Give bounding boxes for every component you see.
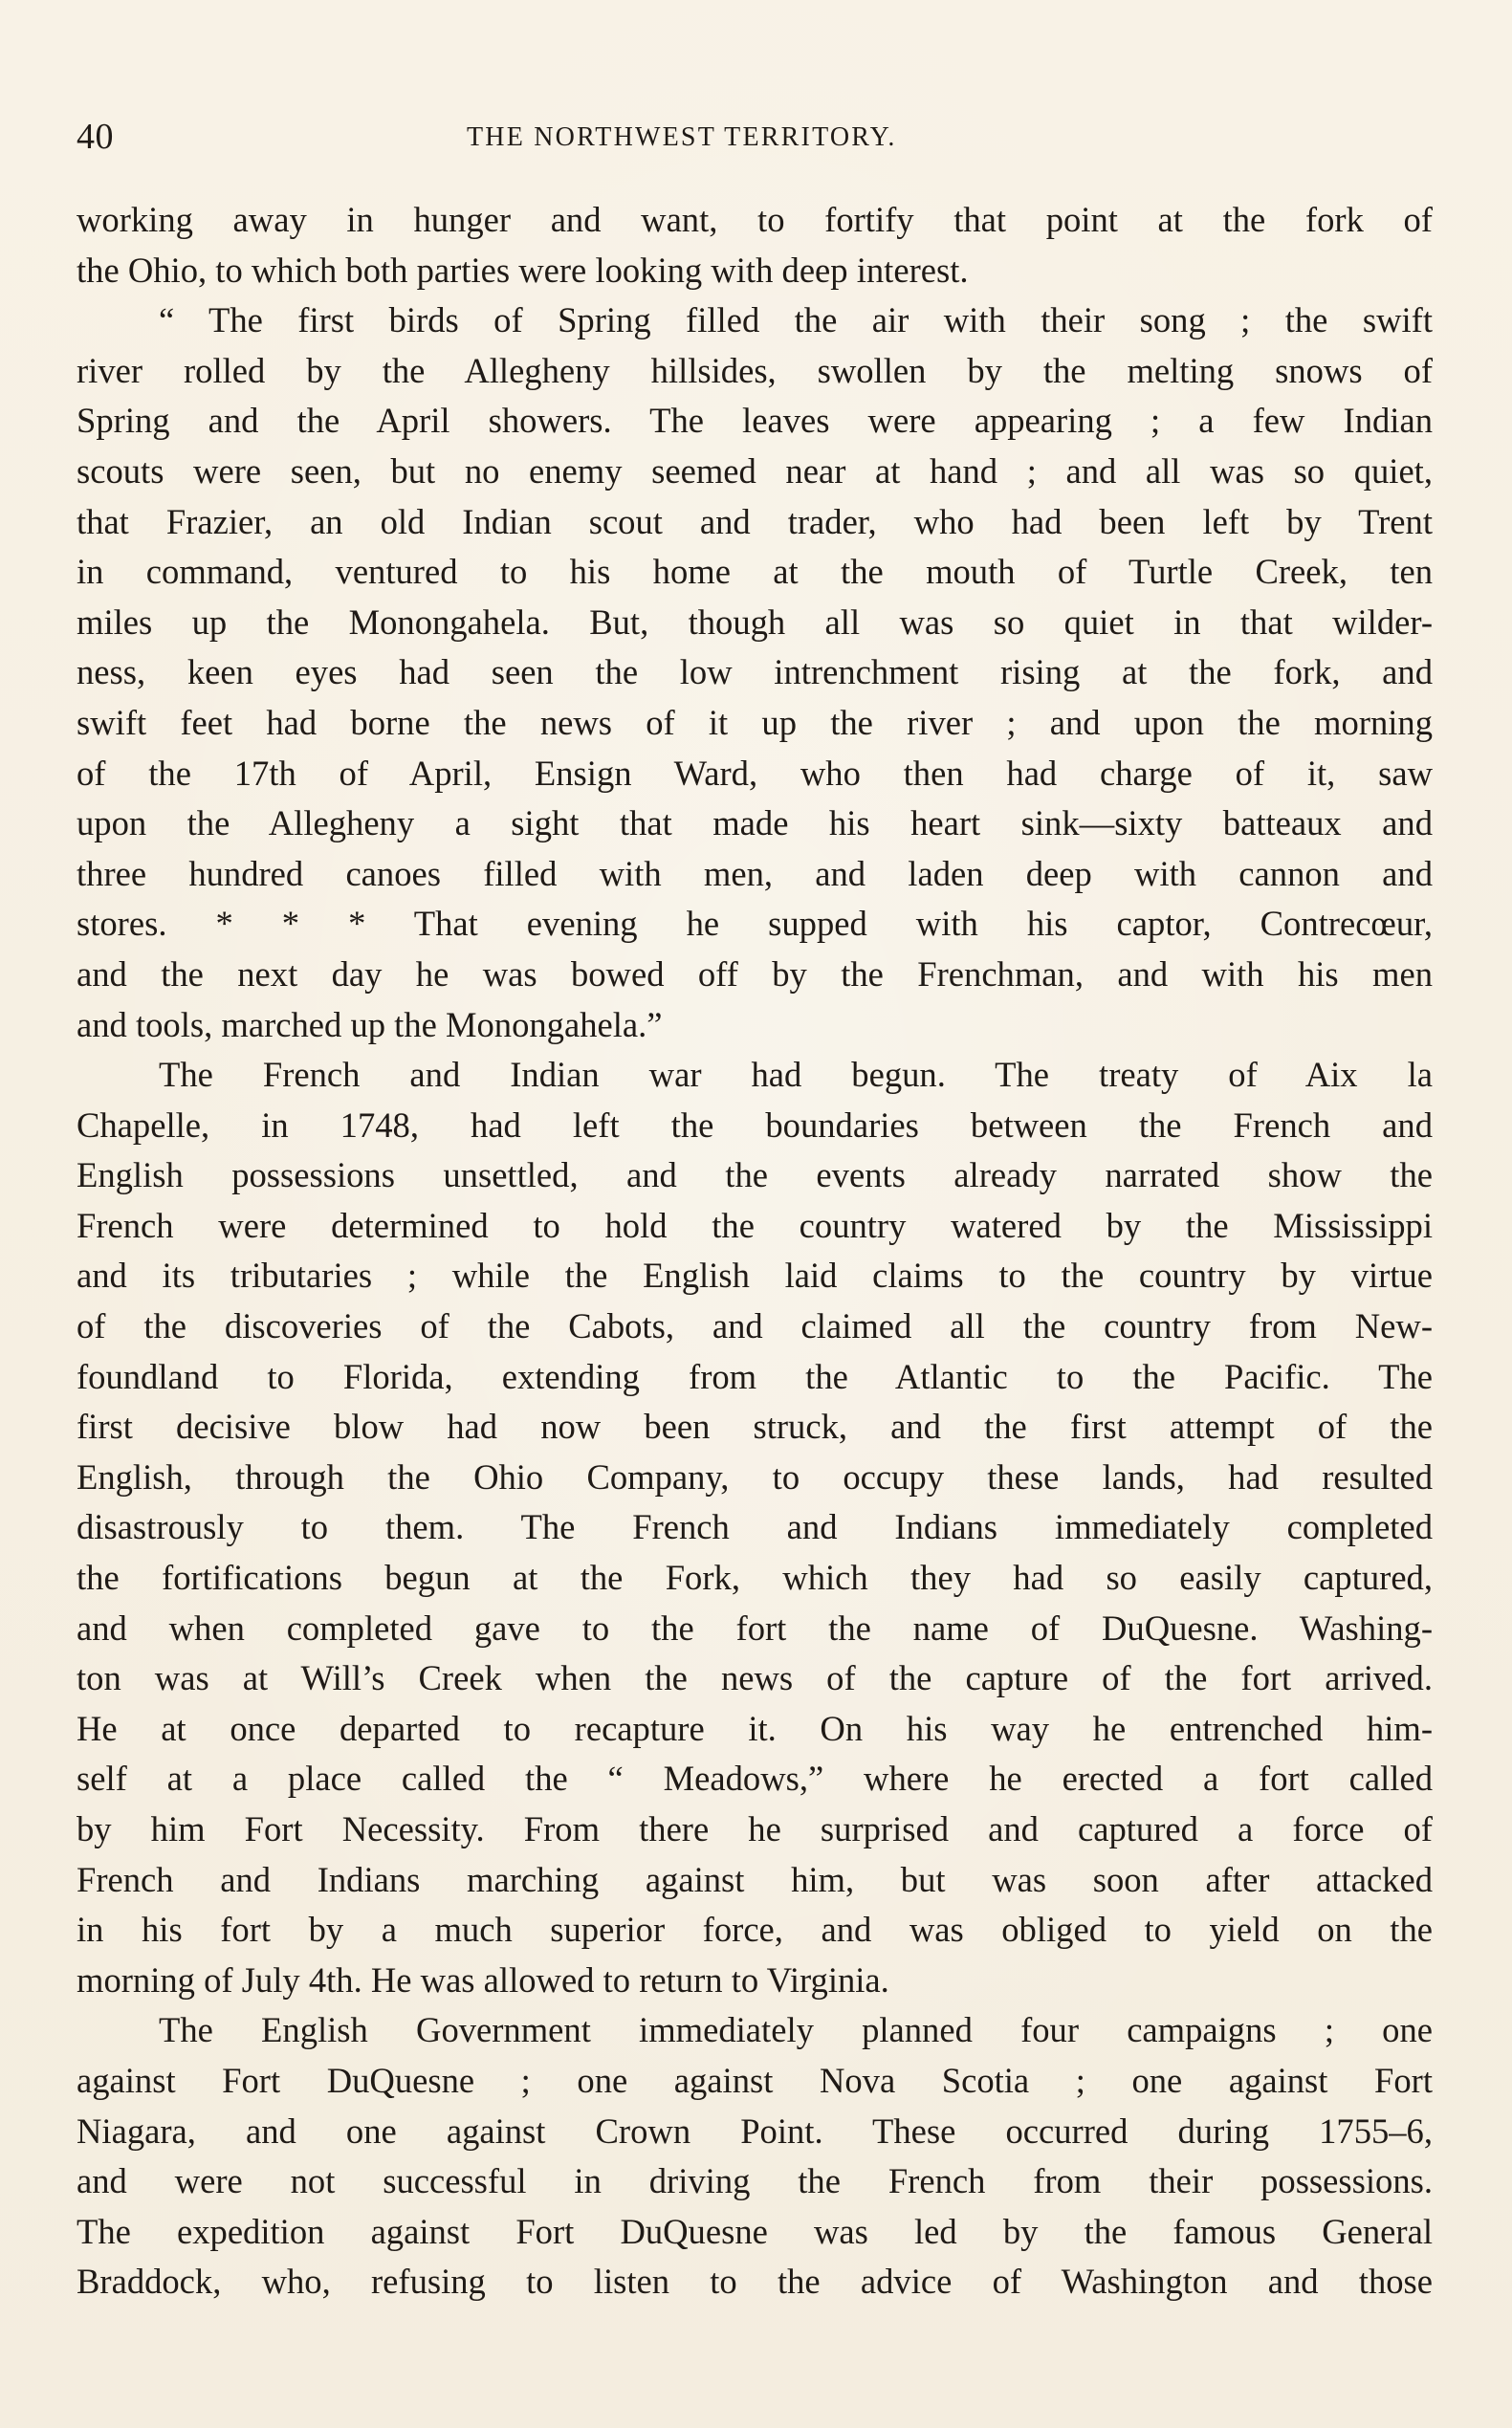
text-line: and when completed gave to the fort the name of DuQuesne. Washing-: [77, 1608, 1433, 1648]
text-line: Spring and the April showers. The leaves were appearing ; a few Indian: [77, 401, 1433, 441]
running-head: THE NORTHWEST TERRITORY.: [467, 122, 897, 152]
text-line: ness, keen eyes had seen the low intrenchment rising at the fork, and: [77, 652, 1433, 692]
text-line: English possessions unsettled, and the events already narrated show the: [77, 1155, 1433, 1195]
text-line: He at once departed to recapture it. On his way he entrenched him-: [77, 1708, 1433, 1748]
text-line: first decisive blow had now been struck, and the first attempt of the: [77, 1407, 1433, 1447]
text-line: in his fort by a much superior force, and was obliged to yield on the: [77, 1910, 1433, 1950]
text-line: swift feet had borne the news of it up the river ; and upon the morning: [77, 702, 1433, 742]
text-line: Niagara, and one against Crown Point. These occurred during 1755–6,: [77, 2111, 1433, 2151]
text-line: and the next day he was bowed off by the Frenchman, and with his men: [77, 953, 1433, 994]
text-line: Braddock, who, refusing to listen to the advice of Washington and those: [77, 2262, 1433, 2302]
text-line: “ The first birds of Spring filled the air with their song ; the swift: [159, 300, 1433, 340]
text-line: the fortifications begun at the Fork, which they had so easily captured,: [77, 1558, 1433, 1598]
text-line: morning of July 4th. He was allowed to return to Virginia.: [77, 1959, 889, 2000]
text-line: and were not successful in driving the French from their possessions.: [77, 2161, 1433, 2201]
text-line: Chapelle, in 1748, had left the boundaries between the French and: [77, 1105, 1433, 1145]
text-line: three hundred canoes filled with men, and laden deep with cannon and: [77, 853, 1433, 893]
page-number: 40: [77, 117, 114, 157]
text-line: stores. * * * That evening he supped with his captor, Contrecœur,: [77, 904, 1433, 944]
text-line: French were determined to hold the country watered by the Mississippi: [77, 1205, 1433, 1245]
text-line: that Frazier, an old Indian scout and trader, who had been left by Trent: [77, 501, 1433, 541]
text-line: in command, ventured to his home at the mouth of Turtle Creek, ten: [77, 552, 1433, 592]
text-line: river rolled by the Allegheny hillsides, swollen by the melting snows of: [77, 350, 1433, 390]
text-line: French and Indians marching against him, but was soon after attacked: [77, 1859, 1433, 1899]
text-line: miles up the Monongahela. But, though all was so quiet in that wilder-: [77, 602, 1433, 642]
text-line: of the discoveries of the Cabots, and claimed all the country from New-: [77, 1306, 1433, 1346]
text-line: The expedition against Fort DuQuesne was led by the famous General: [77, 2211, 1433, 2251]
text-line: self at a place called the “ Meadows,” where he erected a fort called: [77, 1759, 1433, 1799]
text-line: disastrously to them. The French and Indians immediately completed: [77, 1507, 1433, 1547]
text-line: and its tributaries ; while the English laid claims to the country by virtue: [77, 1256, 1433, 1296]
text-line: scouts were seen, but no enemy seemed near at hand ; and all was so quiet,: [77, 450, 1433, 491]
page-header: [77, 113, 1433, 161]
text-line: working away in hunger and want, to fortify that point at the fork of: [77, 200, 1433, 239]
body-text: [77, 195, 1433, 2308]
text-line: and tools, marched up the Monongahela.”: [77, 1004, 663, 1044]
text-line: foundland to Florida, extending from the Atlantic to the Pacific. The: [77, 1356, 1433, 1396]
text-line: by him Fort Necessity. From there he surprised and captured a force of: [77, 1809, 1433, 1848]
text-line: ton was at Will’s Creek when the news of the capture of the fort arrived.: [77, 1658, 1433, 1698]
text-line: of the 17th of April, Ensign Ward, who then had charge of it, saw: [77, 753, 1433, 793]
text-line: upon the Allegheny a sight that made his heart sink—sixty batteaux and: [77, 803, 1433, 843]
text-line: the Ohio, to which both parties were looking with deep interest.: [77, 250, 969, 290]
text-line: The English Government immediately planned four campaigns ; one: [159, 2010, 1433, 2050]
text-line: The French and Indian war had begun. The treaty of Aix la: [159, 1055, 1433, 1095]
text-line: against Fort DuQuesne ; one against Nova Scotia ; one against Fort: [77, 2060, 1433, 2100]
text-line: English, through the Ohio Company, to occupy these lands, had resulted: [77, 1456, 1433, 1497]
